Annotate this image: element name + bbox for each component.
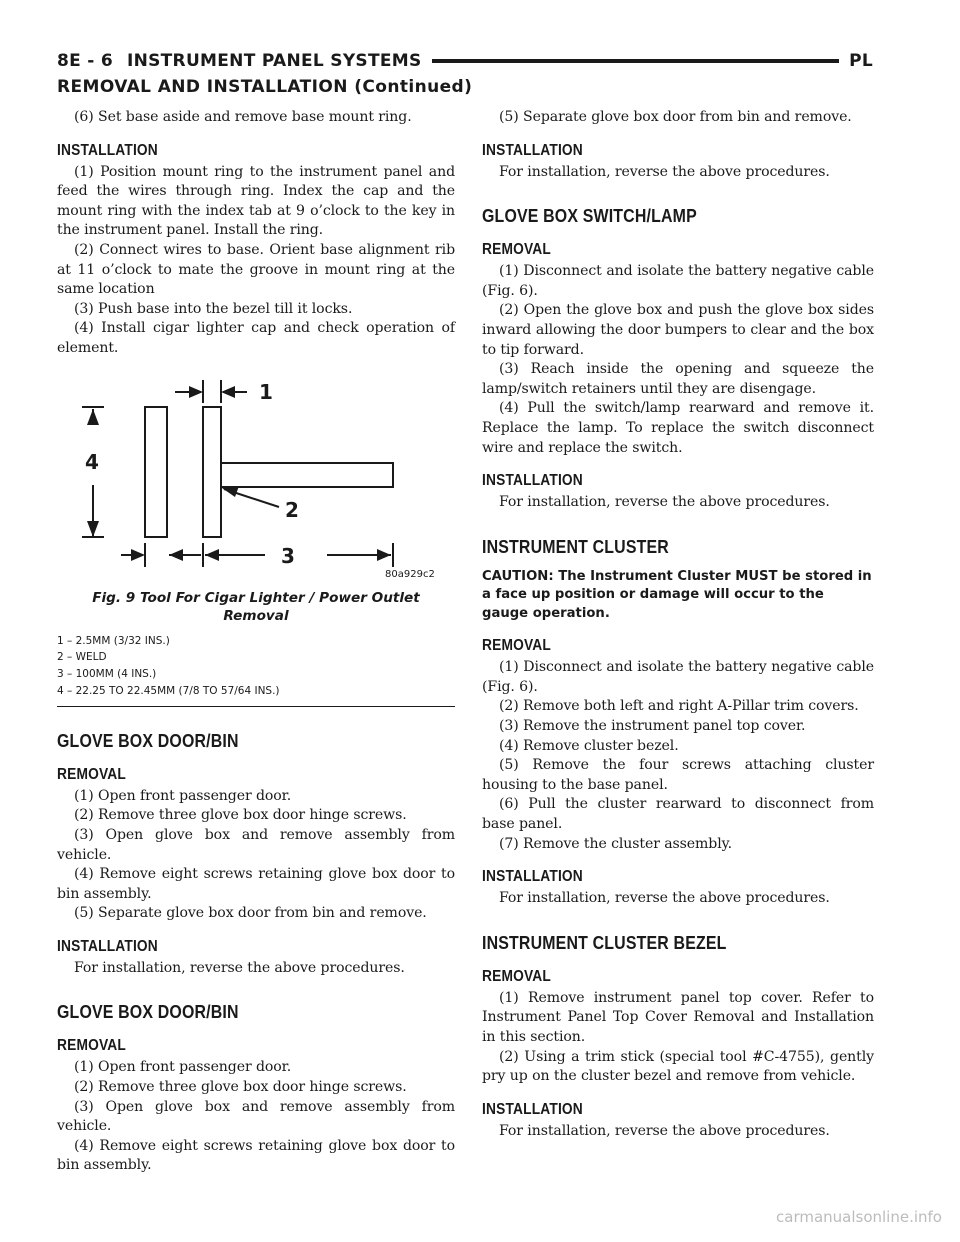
- step: (6) Pull the cluster rearward to disconnect from base panel.: [482, 796, 874, 832]
- section-title: INSTRUMENT PANEL SYSTEMS: [126, 51, 422, 71]
- callout-3: 3: [281, 543, 295, 568]
- legend-item: 4 – 22.25 TO 22.45MM (7/8 TO 57/64 INS.): [57, 684, 280, 697]
- callout-2: 2: [285, 497, 299, 522]
- step: (1) Remove instrument panel top cover. Refer to Instrument Panel Top Cover Removal and Installation in this section.: [482, 989, 874, 1045]
- page-header: [57, 46, 873, 76]
- step: For installation, reverse the above procedures.: [499, 494, 830, 511]
- step: (6) Set base aside and remove base mount ring.: [74, 109, 412, 125]
- step: (2) Remove three glove box door hinge screws.: [74, 807, 407, 824]
- figure-code: 80a929c2: [385, 568, 435, 580]
- callout-4: 4: [85, 449, 99, 474]
- step: For installation, reverse the above procedures.: [499, 890, 830, 907]
- step: (3) Open glove box and remove assembly from vehicle.: [57, 1098, 455, 1135]
- step: (5) Remove the four screws attaching cluster housing to the base panel.: [482, 757, 874, 793]
- legend-item: 3 – 100MM (4 INS.): [57, 668, 157, 681]
- figure-divider: [57, 706, 455, 707]
- installation-heading: INSTALLATION: [57, 141, 158, 159]
- caution-note: CAUTION: The Instrument Cluster MUST be stored in a face up position or damage will occur to the gauge operation.: [482, 568, 872, 621]
- step: (2) Connect wires to base. Orient base alignment rib at 11 o’clock to mate the groove in mount ring at the same location: [57, 241, 455, 298]
- tool-plate-left: [145, 407, 167, 537]
- section-title: GLOVE BOX DOOR/BIN: [57, 729, 239, 751]
- step: (5) Separate glove box door from bin and remove.: [74, 905, 427, 922]
- step: (1) Disconnect and isolate the battery negative cable (Fig. 6).: [482, 263, 874, 299]
- section-title: INSTRUMENT CLUSTER BEZEL: [482, 931, 727, 953]
- step: (3) Open glove box and remove assembly from vehicle.: [57, 826, 455, 863]
- header-rule: [432, 59, 840, 63]
- section-title: GLOVE BOX SWITCH/LAMP: [482, 205, 697, 227]
- installation-heading: INSTALLATION: [482, 868, 583, 886]
- step: (1) Disconnect and isolate the battery negative cable (Fig. 6).: [482, 659, 874, 695]
- installation-heading: INSTALLATION: [482, 141, 583, 159]
- step: (4) Install cigar lighter cap and check operation of element.: [57, 320, 455, 356]
- removal-heading: REMOVAL: [57, 765, 126, 783]
- step: (3) Push base into the bezel till it locks.: [74, 300, 353, 317]
- step: (7) Remove the cluster assembly.: [499, 835, 732, 852]
- figure-caption: Fig. 9 Tool For Cigar Lighter / Power Outlet Removal: [92, 589, 420, 624]
- continued-heading: REMOVAL AND INSTALLATION (Continued): [57, 77, 473, 97]
- removal-heading: REMOVAL: [57, 1037, 126, 1055]
- legend-item: 1 – 2.5MM (3/32 INS.): [57, 634, 170, 647]
- step: (3) Reach inside the opening and squeeze the lamp/switch retainers until they are disengage.: [482, 361, 874, 397]
- legend-item: 2 – WELD: [57, 651, 107, 664]
- tool-plate-right: [203, 407, 221, 537]
- step: (2) Remove both left and right A-Pillar trim covers.: [499, 698, 859, 715]
- step: (2) Using a trim stick (special tool #C-4755), gently pry up on the cluster bezel and remove from vehicle.: [482, 1048, 874, 1085]
- step: (4) Remove eight screws retaining glove box door to bin assembly.: [57, 866, 455, 902]
- step: (3) Remove the instrument panel top cover.: [499, 718, 806, 734]
- callout-1: 1: [259, 379, 273, 404]
- installation-heading: INSTALLATION: [482, 1100, 583, 1118]
- step: For installation, reverse the above procedures.: [499, 163, 830, 180]
- right-column: [482, 108, 874, 1141]
- removal-heading: REMOVAL: [482, 967, 551, 985]
- step: (2) Open the glove box and push the glove box sides inward allowing the door bumpers to clear and the box to tip forward.: [482, 302, 874, 358]
- step: (5) Separate glove box door from bin and remove.: [499, 109, 852, 125]
- tool-diagram: [57, 377, 455, 587]
- removal-heading: REMOVAL: [482, 241, 551, 259]
- step: (1) Position mount ring to the instrument panel and feed the wires through ring. Index the cap and the mount ring with the index tab at 9 o’clock to the key in the instrument panel. Install the ring.: [57, 163, 455, 239]
- cigar-lighter-tool-figure: [57, 377, 455, 587]
- step: (2) Remove three glove box door hinge screws.: [74, 1079, 407, 1096]
- installation-heading: INSTALLATION: [482, 472, 583, 490]
- tool-handle: [221, 463, 393, 487]
- section-title: INSTRUMENT CLUSTER: [482, 535, 669, 557]
- removal-heading: REMOVAL: [482, 637, 551, 655]
- step: (4) Remove cluster bezel.: [499, 737, 679, 754]
- step: For installation, reverse the above procedures.: [499, 1122, 830, 1139]
- page-number: 8E - 6: [57, 51, 113, 71]
- figure-legend: [57, 633, 455, 700]
- step: (4) Remove eight screws retaining glove box door to bin assembly.: [57, 1137, 455, 1174]
- step: For installation, reverse the above procedures.: [74, 959, 405, 976]
- watermark: carmanualsonline.info: [776, 1208, 942, 1226]
- step: (1) Open front passenger door.: [74, 787, 292, 804]
- step: (1) Open front passenger door.: [74, 1059, 292, 1076]
- model-code: PL: [849, 51, 873, 71]
- left-column: [57, 108, 455, 1176]
- installation-heading: INSTALLATION: [57, 937, 158, 955]
- step: (4) Pull the switch/lamp rearward and remove it. Replace the lamp. To replace the switch disconnect wire and replace the switch.: [482, 400, 874, 456]
- section-title: GLOVE BOX DOOR/BIN: [57, 1001, 239, 1023]
